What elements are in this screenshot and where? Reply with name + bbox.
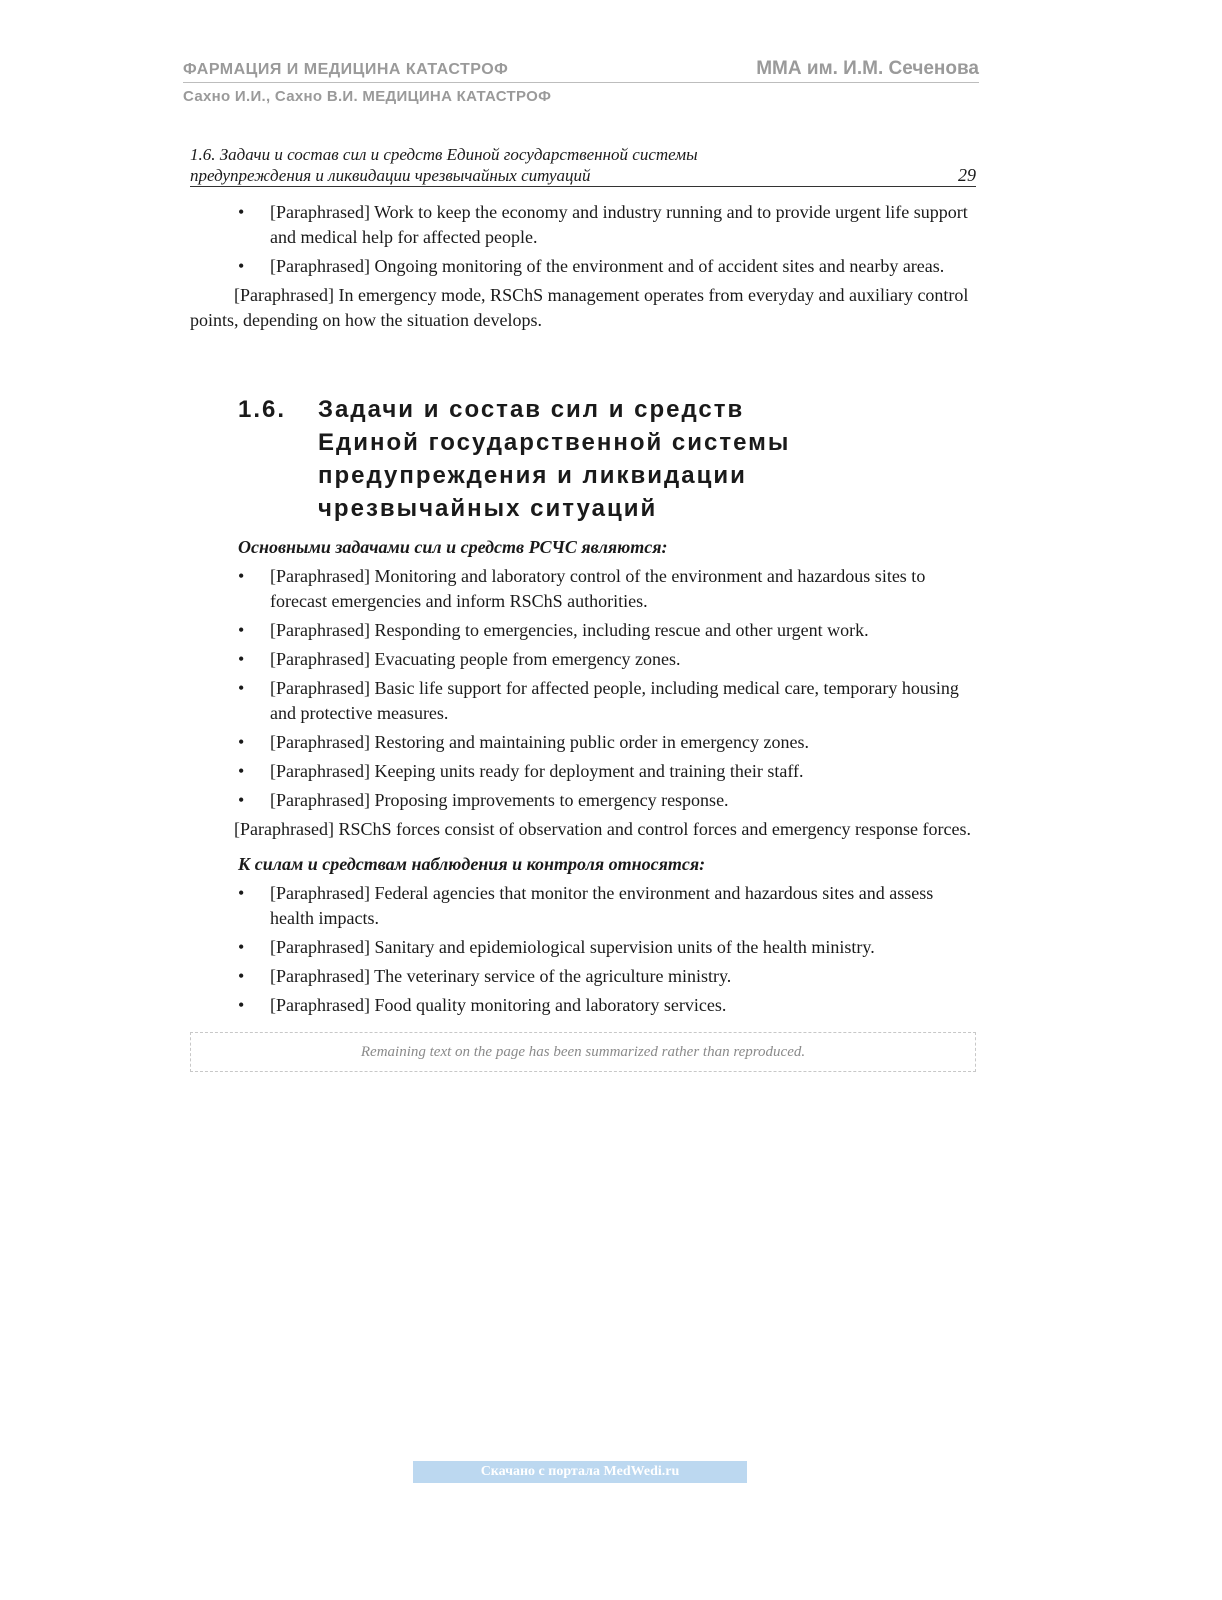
lead-text: К силам и средствам наблюдения и контроля относятся:: [238, 854, 706, 874]
running-head-line1: 1.6. Задачи и состав сил и средств Единой государственной системы: [190, 145, 698, 164]
section-heading: [238, 393, 976, 525]
list-item: • [Paraphrased] Proposing improvements to emergency response.: [190, 788, 976, 813]
section-title: [318, 393, 790, 525]
section-title-line: Единой государственной системы: [318, 429, 791, 456]
section-title-line: чрезвычайных ситуаций: [318, 495, 658, 522]
list-item: • [Paraphrased] Federal agencies that monitor the environment and hazardous sites and assess health impacts.: [190, 881, 976, 931]
running-head: [190, 144, 976, 187]
list-item: • [Paraphrased] Keeping units ready for deployment and training their staff.: [190, 759, 976, 784]
page-header: [183, 58, 979, 105]
monitoring-bullet-list: [190, 881, 976, 1018]
list-item: • [Paraphrased] Work to keep the economy and industry running and to provide urgent life support and medical help for affected people.: [190, 200, 976, 250]
list-item: • [Paraphrased] Responding to emergencies, including rescue and other urgent work.: [190, 618, 976, 643]
header-right: ММА им. И.М. Сеченова: [756, 58, 979, 79]
list-item: • [Paraphrased] Restoring and maintaining public order in emergency zones.: [190, 730, 976, 755]
list-item: • [Paraphrased] Evacuating people from emergency zones.: [190, 647, 976, 672]
summary-note: Remaining text on the page has been summarized rather than reproduced.: [190, 1032, 976, 1072]
header-sub: Сахно И.И., Сахно В.И. МЕДИЦИНА КАТАСТРОФ: [183, 88, 552, 105]
header-row: [183, 58, 979, 83]
list-item: • [Paraphrased] Basic life support for affected people, including medical care, temporary housing and protective measures.: [190, 676, 976, 726]
section-title-line: предупреждения и ликвидации: [318, 462, 747, 489]
top-bullet-list: [190, 200, 976, 279]
list-item: • [Paraphrased] Food quality monitoring and laboratory services.: [190, 993, 976, 1018]
list-item: • [Paraphrased] Monitoring and laboratory control of the environment and hazardous sites to forecast emergencies and inform RSChS authorities.: [190, 564, 976, 614]
tasks-bullet-list: [190, 564, 976, 813]
list-item: • [Paraphrased] Sanitary and epidemiological supervision units of the health ministry.: [190, 935, 976, 960]
lead-text: Основными задачами сил и средств РСЧС являются:: [238, 537, 668, 557]
header-left: ФАРМАЦИЯ И МЕДИЦИНА КАТАСТРОФ: [183, 61, 509, 78]
list-item: • [Paraphrased] Ongoing monitoring of the environment and of accident sites and nearby areas.: [190, 254, 976, 279]
paragraph: [Paraphrased] RSChS forces consist of observation and control forces and emergency response forces.: [234, 819, 971, 839]
running-head-line2: предупреждения и ликвидации чрезвычайных ситуаций: [190, 166, 591, 185]
download-watermark: Скачано с портала MedWedi.ru: [413, 1461, 747, 1483]
page-number: 29: [958, 165, 976, 185]
page-content: [190, 200, 976, 1072]
list-item: • [Paraphrased] The veterinary service of the agriculture ministry.: [190, 964, 976, 989]
section-number: 1.6.: [238, 396, 287, 423]
section-title-line: Задачи и состав сил и средств: [318, 396, 745, 423]
paragraph: [Paraphrased] In emergency mode, RSChS management operates from everyday and auxiliary control points, depending on how the situation develops.: [190, 285, 969, 330]
